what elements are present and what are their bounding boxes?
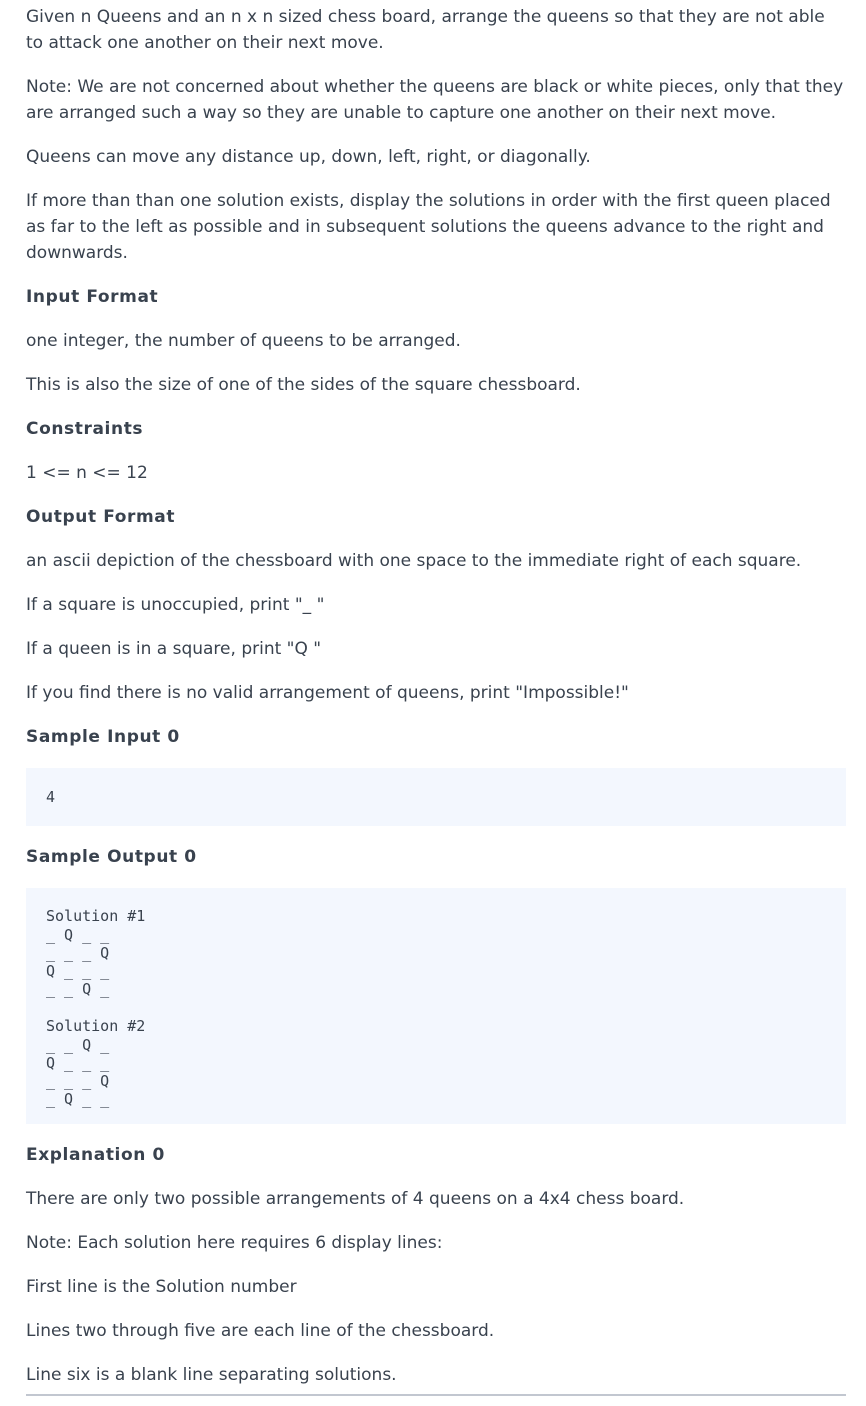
board-row: _ Q _ _ <box>46 926 110 944</box>
board-row: Q _ _ _ <box>46 1054 110 1072</box>
board-row: Q _ _ _ <box>46 962 110 980</box>
solution-title: Solution #1 <box>46 907 146 925</box>
explanation-heading: Explanation 0 <box>26 1145 165 1165</box>
constraints-text: 1 <= n <= 12 <box>26 463 148 483</box>
output-format-heading: Output Format <box>26 507 176 527</box>
sample-input-heading: Sample Input 0 <box>26 727 180 747</box>
blank-separator-row <box>46 998 826 1016</box>
board-row: _ _ Q _ <box>46 1036 110 1054</box>
intro-paragraph: Note: We are not concerned about whether the queens are black or white pieces, only that they are arranged such a way so they are unable to capture one another on their next move. <box>26 77 844 123</box>
sample-output-code-block[interactable] <box>26 888 846 1124</box>
intro-paragraph: If more than than one solution exists, display the solutions in order with the first queen placed as far to the left as possible and in subsequent solutions the queens advance to the right and downwards. <box>26 191 831 263</box>
constraints-heading: Constraints <box>26 419 144 439</box>
explanation-text: Line six is a blank line separating solutions. <box>26 1365 397 1385</box>
board-row: _ Q _ _ <box>46 1090 110 1108</box>
solution-title: Solution #2 <box>46 1017 146 1035</box>
output-format-text: If a queen is in a square, print "Q " <box>26 639 322 659</box>
explanation-text: First line is the Solution number <box>26 1277 297 1297</box>
sample-input-code-block[interactable] <box>26 768 846 826</box>
explanation-text: Note: Each solution here requires 6 display lines: <box>26 1233 443 1253</box>
intro-paragraph: Given n Queens and an n x n sized chess board, arrange the queens so that they are not able to attack one another on their next move. <box>26 7 825 53</box>
explanation-text: Lines two through five are each line of the chessboard. <box>26 1321 495 1341</box>
output-format-text: If you find there is no valid arrangement of queens, print "Impossible!" <box>26 683 629 703</box>
sample-input-value: 4 <box>46 788 56 806</box>
output-format-text: an ascii depiction of the chessboard with one space to the immediate right of each square. <box>26 551 802 571</box>
explanation-text: There are only two possible arrangements of 4 queens on a 4x4 chess board. <box>26 1189 685 1209</box>
sample-output-heading: Sample Output 0 <box>26 847 197 867</box>
board-row: _ _ Q _ <box>46 980 110 998</box>
section-divider <box>26 1394 846 1396</box>
board-row: _ _ _ Q <box>46 1072 110 1090</box>
output-format-text: If a square is unoccupied, print "_ " <box>26 595 325 615</box>
input-format-text: This is also the size of one of the sides of the square chessboard. <box>26 375 581 395</box>
intro-paragraph: Queens can move any distance up, down, left, right, or diagonally. <box>26 147 591 167</box>
board-row: _ _ _ Q <box>46 944 110 962</box>
problem-statement <box>26 4 846 1406</box>
input-format-heading: Input Format <box>26 287 159 307</box>
input-format-text: one integer, the number of queens to be arranged. <box>26 331 461 351</box>
